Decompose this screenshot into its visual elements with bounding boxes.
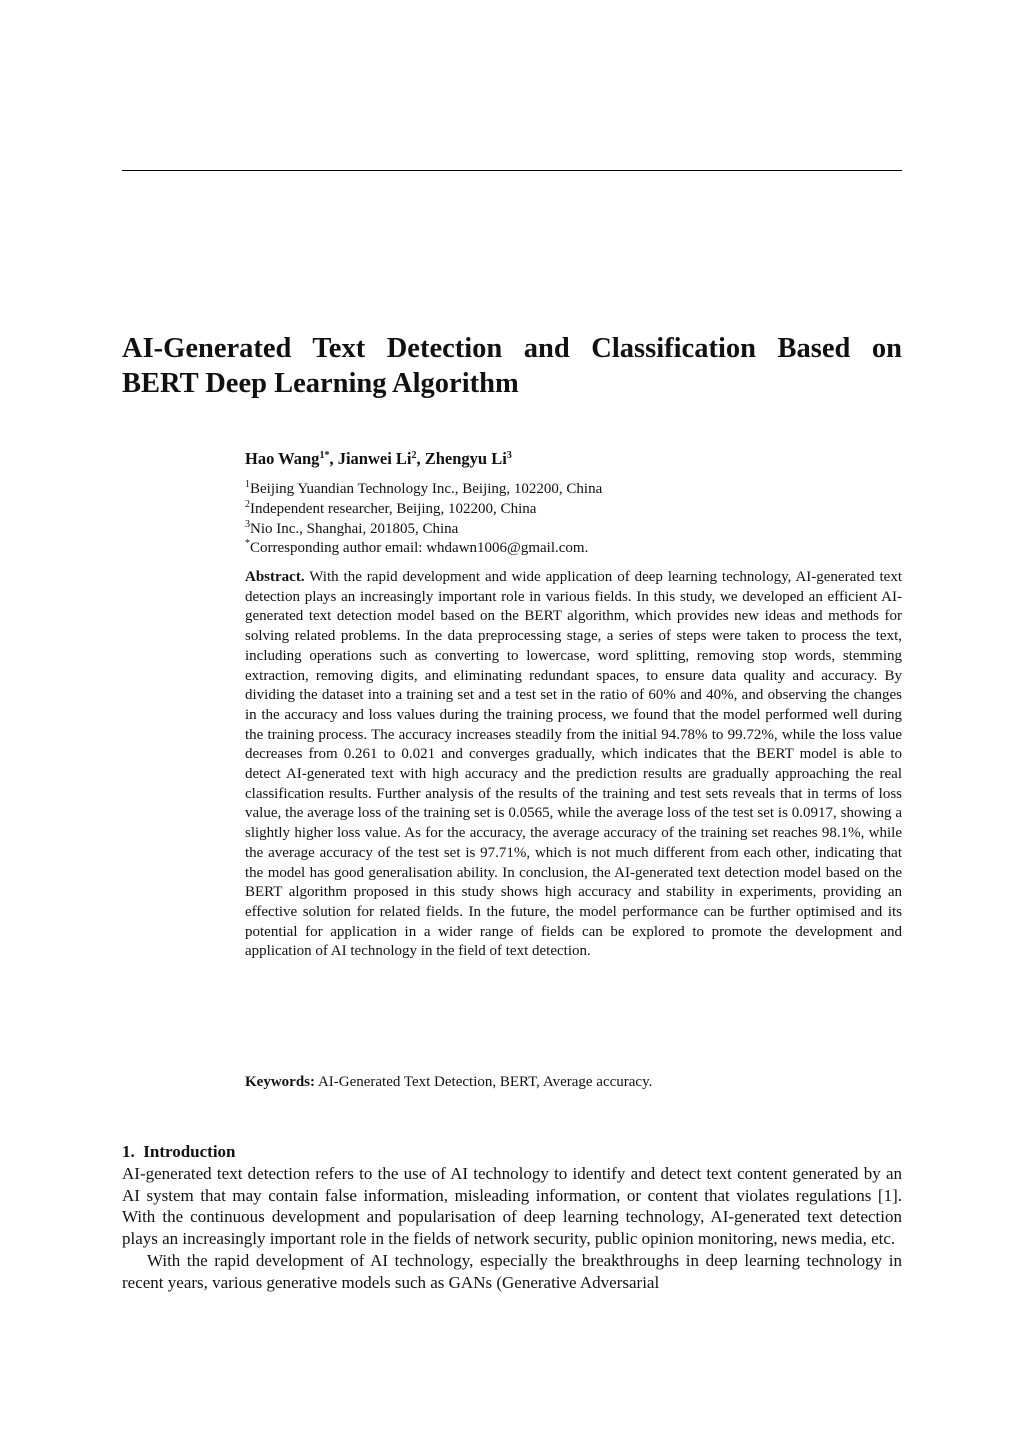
abstract-label: Abstract. [245, 569, 305, 585]
introduction-body [122, 1163, 902, 1293]
author-marker: 3 [506, 450, 512, 461]
section-heading-introduction: 1. Introduction [122, 1142, 236, 1161]
author-name: Zhengyu Li [424, 449, 507, 468]
affiliation-item [245, 480, 902, 500]
author-name: Jianwei Li [337, 449, 412, 468]
author-name: Hao Wang [245, 449, 320, 468]
keywords [245, 1072, 652, 1092]
affiliation-text: Beijing Yuandian Technology Inc., Beijing, 102200, China [250, 481, 603, 497]
affiliation-list [245, 480, 902, 559]
affiliation-marker: 2 [245, 498, 250, 510]
abstract [245, 568, 902, 962]
paragraph: With the rapid development of AI technology, especially the breakthroughs in deep learning technology in recent years, various generative models such as GANs (Generative Adversarial [122, 1250, 902, 1292]
affiliation-text: Corresponding author email: whdawn1006@gmail.com. [250, 540, 589, 557]
author-list [245, 448, 512, 470]
author-separator: , [416, 449, 425, 468]
author-separator: , [329, 449, 338, 468]
keywords-text: AI-Generated Text Detection, BERT, Average accuracy. [317, 1074, 653, 1090]
abstract-text: With the rapid development and wide application of deep learning technology, AI-generated text detection plays an increasingly important role in various fields. In this study, we developed an efficient AI-generated text detection model based on the BERT algorithm, which provides new ideas and methods for solving related problems. In the data preprocessing stage, a series of steps were taken to process the text, including operations such as converting to lowercase, word splitting, removing stop words, stemming extraction, removing digits, and eliminating redundant spaces, to ensure data quality and accuracy. By dividing the dataset into a training set and a test set in the ratio of 60% and 40%, and observing the changes in the accuracy and loss values during the training process, we found that the model performed well during the training process. The accuracy increases steadily from the initial 94.78% to 99.72%, while the loss value decreases from 0.261 to 0.021 and converges gradually, which indicates that the BERT model is able to detect AI-generated text with high accuracy and the prediction results are gradually approaching the real classification results. Further analysis of the results of the training and test sets reveals that in terms of loss value, the average loss of the training set is 0.0565, while the average loss of the test set is 0.0917, showing a slightly higher loss value. As for the accuracy, the average accuracy of the training set reaches 98.1%, while the average accuracy of the test set is 97.71%, which is not much different from each other, indicating that the model has good generalisation ability. In conclusion, the AI-generated text detection model based on the BERT algorithm proposed in this study shows high accuracy and stability in experiments, providing an effective solution for related fields. In the future, the model performance can be further optimised and its potential for application in a wider range of fields can be explored to promote the development and application of AI technology in the field of text detection. [245, 569, 902, 960]
affiliation-marker: * [245, 538, 250, 550]
affiliation-item [245, 539, 902, 559]
keywords-label: Keywords: [245, 1074, 315, 1090]
affiliation-item [245, 500, 902, 520]
author-marker: 1* [319, 450, 330, 461]
affiliation-marker: 3 [245, 518, 250, 530]
title-line-1: AI-Generated Text Detection and Classification Based on [122, 333, 902, 364]
affiliation-marker: 1 [245, 479, 250, 490]
affiliation-item [245, 520, 902, 540]
affiliation-text: Independent researcher, Beijing, 102200, China [250, 500, 537, 517]
author-marker: 2 [411, 450, 417, 461]
affiliation-text: Nio Inc., Shanghai, 201805, China [250, 520, 459, 537]
header-rule [122, 170, 902, 171]
paragraph: AI-generated text detection refers to the use of AI technology to identify and detect text content generated by an AI system that may contain false information, misleading information, or content that violates regulations [1]. With the continuous development and popularisation of deep learning technology, AI-generated text detection plays an increasingly important role in the fields of network security, public opinion monitoring, news media, etc. [122, 1164, 902, 1249]
paper-title [122, 331, 902, 401]
title-line-2: BERT Deep Learning Algorithm [122, 368, 519, 399]
